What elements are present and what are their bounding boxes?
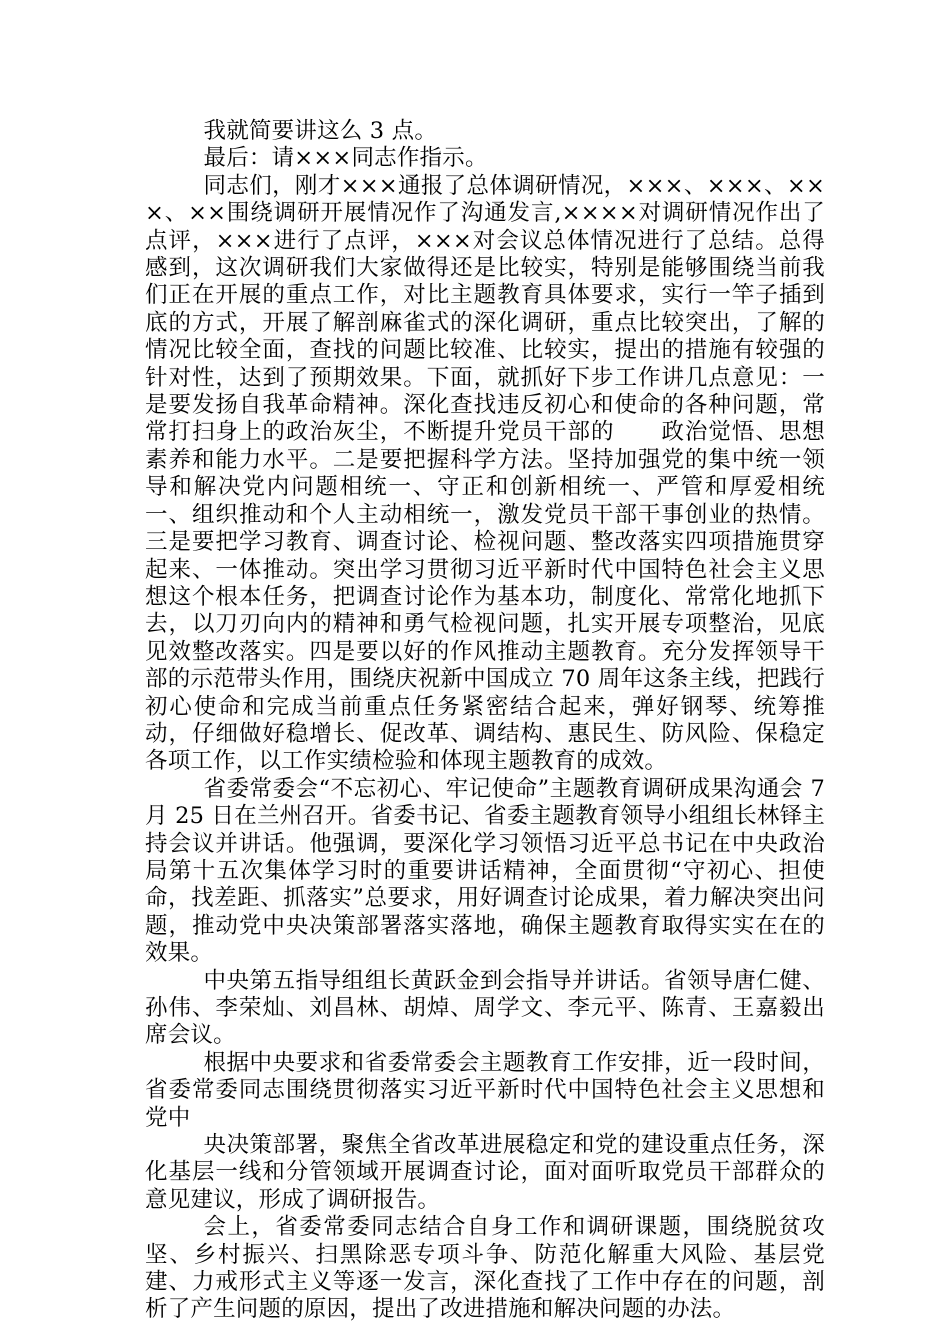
paragraph-meeting: 省委常委会“不忘初心、牢记使命”主题教育调研成果沟通会 7 月 25 日在兰州召开。省委书记、省委主题教育领导小组组长林铎主持会议并讲话。他强调，要深化学习领悟习近平总书记在中央政治局第十五次集体学习时的重要讲话精神，全面贯彻“守初心、担使命，找差距、抓落实”总要求，用好调查讨论成果，着力解决突出问题，推动党中央决策部署落实落地，确保主题教育取得实实在在的效果。 (145, 775, 825, 967)
paragraph-background: 根据中央要求和省委常委会主题教育工作安排，近一段时间，省委常委同志围绕贯彻落实习近平新时代中国特色社会主义思想和党中 (145, 1049, 825, 1131)
document-body (145, 118, 825, 1324)
paragraph-attendees: 中央第五指导组组长黄跃金到会指导并讲话。省领导唐仁健、孙伟、李荣灿、刘昌林、胡焯、周学文、李元平、陈青、王嘉毅出席会议。 (145, 967, 825, 1049)
paragraph-summary: 我就简要讲这么 3 点。 (203, 118, 438, 144)
paragraph-research: 央决策部署，聚焦全省改革进展稳定和党的建设重点任务，深化基层一线和分管领域开展调查讨论，面对面听取党员干部群众的意见建议，形成了调研报告。 (145, 1132, 825, 1213)
paragraph-speech: 同志们，刚才×××通报了总体调研情况，×××、×××、×××、××围绕调研开展情况作了沟通发言,××××对调研情况作出了点评，×××进行了点评，×××对会议总体情况进行了总结。总得感到，这次调研我们大家做得还是比较实，特别是能够围绕当前我们正在开展的重点工作，对比主题教育具体要求，实行一竿子插到底的方式，开展了解剖麻雀式的深化调研，重点比较突出，了解的情况比较全面，查找的问题比较准、比较实，提出的措施有较强的针对性，达到了预期效果。下面，就抓好下步工作讲几点意见：一是要发扬自我革命精神。深化查找违反初心和使命的各种问题，常常打扫身上的政治灰尘，不断提升党员干部的 政治觉悟、思想素养和能力水平。二是要把握科学方法。坚持加强党的集中统一领导和解决党内问题相统一、守正和创新相统一、严管和厚爱相统一、组织推动和个人主动相统一，激发党员干部干事创业的热情。三是要把学习教育、调查讨论、检视问题、整改落实四项措施贯穿起来、一体推动。突出学习贯彻习近平新时代中国特色社会主义思想这个根本任务，把调查讨论作为基本功，制度化、常常化地抓下去，以刀刃向内的精神和勇气检视问题，扎实开展专项整治，见底见效整改落实。四是要以好的作风推动主题教育。充分发挥领导干部的示范带头作用，围绕庆祝新中国成立 70 周年这条主线，把践行初心使命和完成当前重点任务紧密结合起来，弹好钢琴、统筹推动，仔细做好稳增长、促改革、调结构、惠民生、防风险、保稳定各项工作，以工作实绩检验和体现主题教育的成效。 (145, 172, 825, 775)
paragraph-closing: 最后：请×××同志作指示。 (203, 145, 488, 172)
paragraph-discussion: 会上，省委常委同志结合自身工作和调研课题，围绕脱贫攻坚、乡村振兴、扫黑除恶专项斗争、防范化解重大风险、基层党建、力戒形式主义等逐一发言，深化查找了工作中存在的问题，剖析了产生问题的原因，提出了改进措施和解决问题的办法。 (145, 1214, 825, 1323)
